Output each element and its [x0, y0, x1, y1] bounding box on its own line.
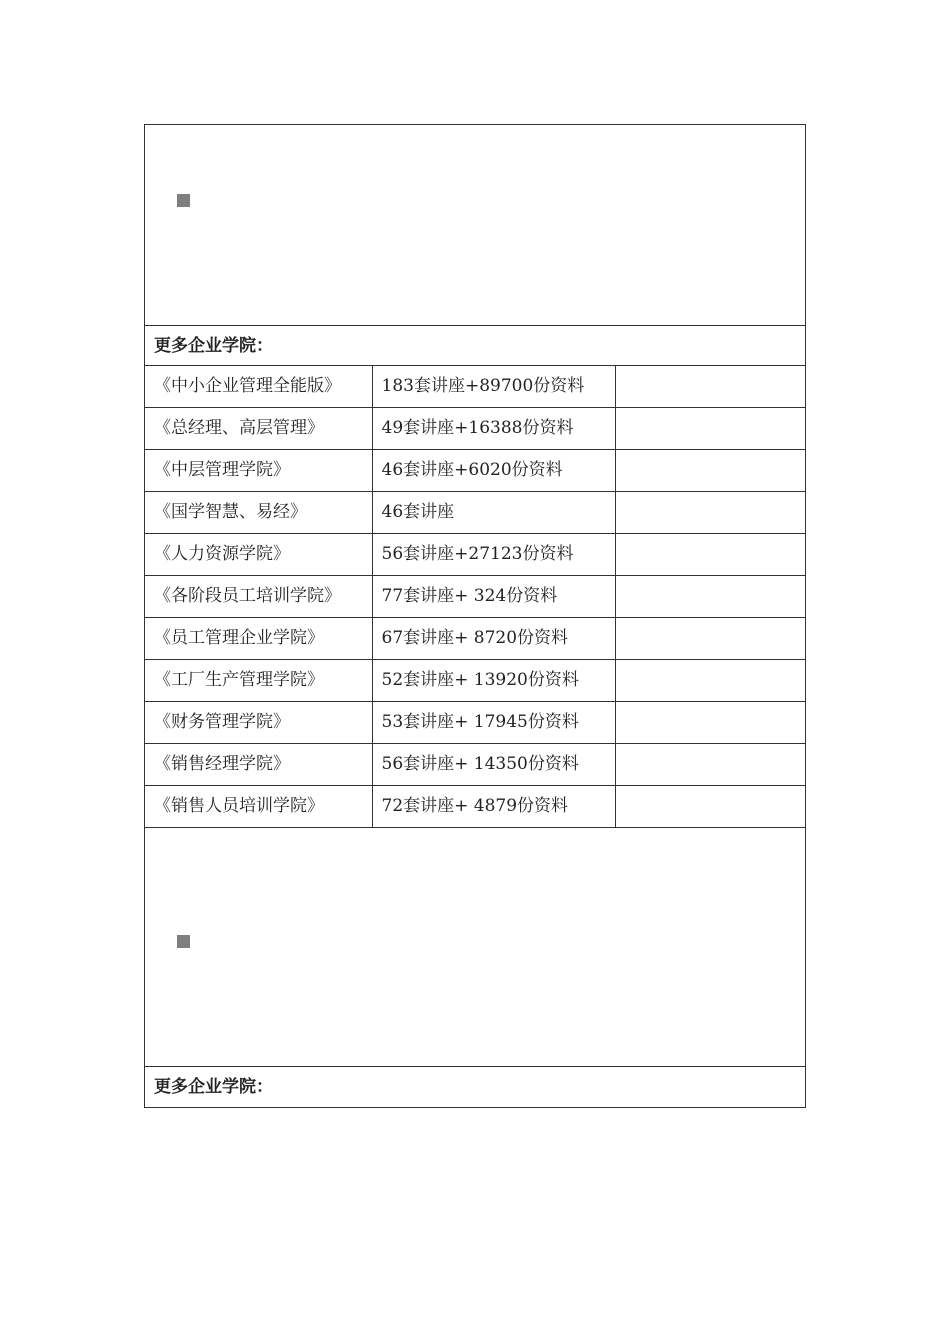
academy-table [145, 366, 805, 827]
academy-content: 49套讲座+16388份资料 [372, 408, 615, 450]
square-bullet-icon [177, 194, 190, 207]
academy-content: 77套讲座+ 324份资料 [372, 576, 615, 618]
table-row [145, 660, 805, 702]
academy-content: 46套讲座 [372, 492, 615, 534]
table-row [145, 576, 805, 618]
academy-name: 《国学智慧、易经》 [145, 492, 372, 534]
academy-content: 183套讲座+89700份资料 [372, 366, 615, 408]
blank-area-bottom [145, 828, 805, 1067]
empty-cell [615, 786, 805, 828]
academy-name: 《财务管理学院》 [145, 702, 372, 744]
table-row [145, 618, 805, 660]
academy-content: 46套讲座+6020份资料 [372, 450, 615, 492]
table-row [145, 408, 805, 450]
academy-content: 53套讲座+ 17945份资料 [372, 702, 615, 744]
blank-area-top [145, 125, 805, 326]
academy-content: 56套讲座+27123份资料 [372, 534, 615, 576]
empty-cell [615, 492, 805, 534]
empty-cell [615, 450, 805, 492]
academy-content: 52套讲座+ 13920份资料 [372, 660, 615, 702]
academy-name: 《总经理、高层管理》 [145, 408, 372, 450]
empty-cell [615, 576, 805, 618]
table-row [145, 786, 805, 828]
academy-name: 《销售经理学院》 [145, 744, 372, 786]
empty-cell [615, 702, 805, 744]
empty-cell [615, 534, 805, 576]
document-frame [144, 124, 806, 1108]
table-row [145, 450, 805, 492]
empty-cell [615, 744, 805, 786]
academy-content: 56套讲座+ 14350份资料 [372, 744, 615, 786]
academy-content: 72套讲座+ 4879份资料 [372, 786, 615, 828]
academy-name: 《销售人员培训学院》 [145, 786, 372, 828]
table-row [145, 744, 805, 786]
section-title: 更多企业学院： [145, 326, 805, 366]
section-title: 更多企业学院： [154, 1077, 273, 1097]
academy-name: 《员工管理企业学院》 [145, 618, 372, 660]
table-row [145, 366, 805, 408]
academy-name: 《工厂生产管理学院》 [145, 660, 372, 702]
table-row [145, 492, 805, 534]
empty-cell [615, 618, 805, 660]
square-bullet-icon [177, 935, 190, 948]
empty-cell [615, 660, 805, 702]
empty-cell [615, 366, 805, 408]
table-row [145, 702, 805, 744]
academy-name: 《各阶段员工培训学院》 [145, 576, 372, 618]
academy-content: 67套讲座+ 8720份资料 [372, 618, 615, 660]
academy-name: 《中层管理学院》 [145, 450, 372, 492]
table-row [145, 534, 805, 576]
academy-name: 《人力资源学院》 [145, 534, 372, 576]
empty-cell [615, 408, 805, 450]
academy-name: 《中小企业管理全能版》 [145, 366, 372, 408]
